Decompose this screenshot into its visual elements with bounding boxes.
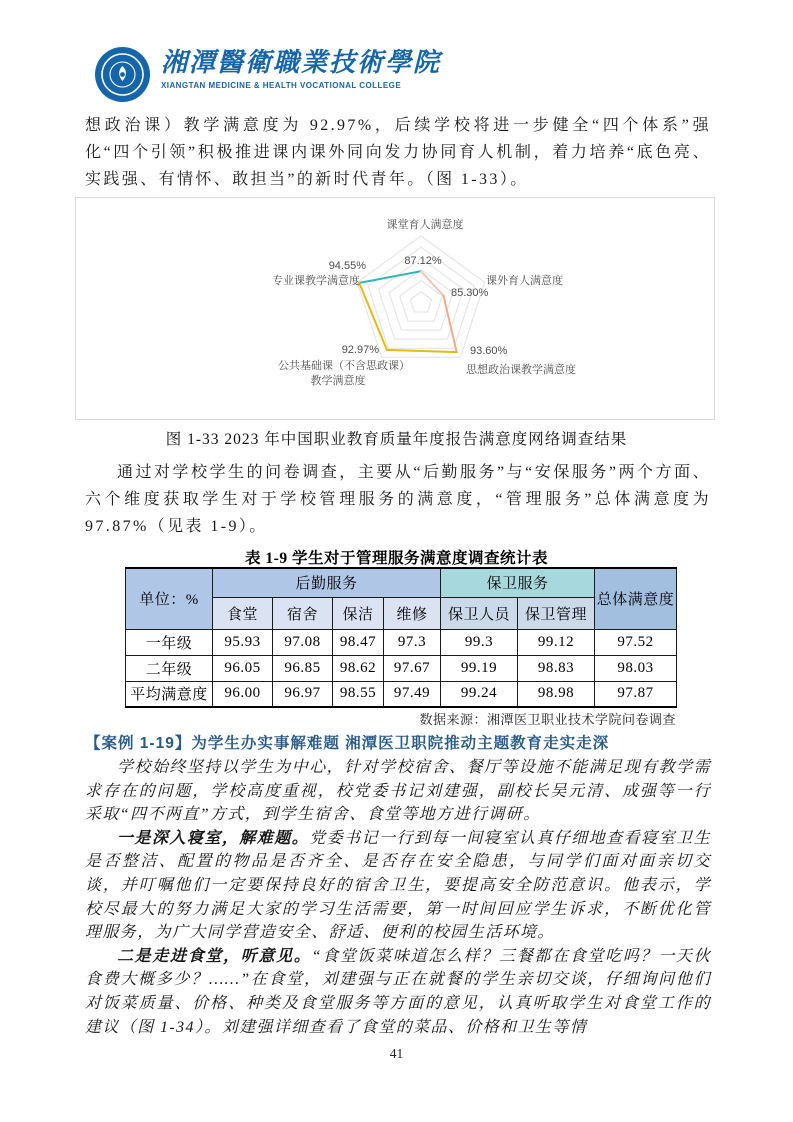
case-paragraph-1: 学校始终坚持以学生为中心，针对学校宿舍、餐厅等设施不能满足现有教学需求存在的问题，学校高度重视，校党委书记刘建强，副校长吴元清、成强等一行采取“四不两直”方式，到学生宿舍、食堂等地方进行调研。 [85,759,711,824]
figure-1-33-box [75,197,715,420]
table-subheader: 宿舍 [273,597,333,629]
table-total-header: 总体满意度 [595,568,677,629]
cell: 99.12 [518,629,595,655]
cell: 96.85 [273,655,333,681]
svg-text:85.30%: 85.30% [451,287,489,299]
svg-text:公共基础课（不含思政课）: 公共基础课（不含思政课） [278,360,410,372]
case-study-heading: 【案例 1-19】为学生办实事解难题 湘潭医卫职院推动主题教育走实走深 [85,735,610,752]
table-subheader: 保卫管理 [518,597,595,629]
table-group-security: 保卫服务 [441,568,595,597]
cell: 96.05 [213,655,273,681]
svg-text:教学满意度: 教学满意度 [310,375,366,387]
college-emblem-icon [94,46,151,103]
svg-text:93.60%: 93.60% [470,345,508,357]
svg-text:思想政治课教学满意度: 思想政治课教学满意度 [466,364,576,376]
svg-text:92.97%: 92.97% [341,344,379,356]
cell: 97.08 [273,629,333,655]
table-title: 表 1-9 学生对于管理服务满意度调查统计表 [245,550,548,567]
figure-caption: 图 1-33 2023 年中国职业教育质量年度报告满意度网络调查结果 [165,431,628,448]
cell: 99.19 [441,655,518,681]
case-paragraph-2-text: 党委书记一行到每一间寝室认真仔细地查看寝室卫生是否整洁、配置的物品是否齐全、是否存在安全隐患，与同学们面对面亲切交谈，并叮嘱他们一定要保持良好的宿舍卫生，要提高安全防范意识。他表示，学校尽最大的努力满足大家的学习生活需要，第一时间回应学生诉求，不断优化管理服务，为广大同学营造安全、舒适、便利的校园生活环境。 [85,829,711,942]
row-label: 二年级 [126,655,213,681]
college-name-zh: 湘潭醫衛職業技術學院 [161,48,442,77]
table-subheader: 食堂 [213,597,273,629]
row-label: 平均满意度 [126,681,213,707]
college-logo [94,46,441,103]
radar-chart [76,198,714,419]
cell: 97.52 [595,629,677,655]
table-subheader: 保卫人员 [441,597,518,629]
cell: 97.3 [384,629,441,655]
cell: 98.55 [333,681,384,707]
table-subheader: 保洁 [333,597,384,629]
satisfaction-table [125,567,677,708]
cell: 98.47 [333,629,384,655]
case-paragraph-3 [85,945,711,1039]
svg-text:专业课教学满意度: 专业课教学满意度 [272,275,360,287]
row-label: 一年级 [126,629,213,655]
case-study-body [85,756,711,1039]
cell: 97.67 [384,655,441,681]
svg-text:87.12%: 87.12% [404,255,442,267]
cell: 99.24 [441,681,518,707]
table-row [126,655,677,681]
svg-text:课外育人满意度: 课外育人满意度 [486,275,563,287]
page-number: 41 [389,1046,404,1061]
case-paragraph-3-lead: 二是走进食堂，听意见。 [117,947,312,965]
college-name-block [161,46,441,90]
cell: 97.87 [595,681,677,707]
cell: 98.03 [595,655,677,681]
cell: 98.83 [518,655,595,681]
svg-text:94.55%: 94.55% [328,260,366,272]
table-row [126,681,677,707]
cell: 98.98 [518,681,595,707]
table-subheader: 维修 [384,597,441,629]
paragraph-survey: 通过对学校学生的问卷调查，主要从“后勤服务”与“安保服务”两个方面、六个维度获取学生对于学校管理服务的满意度，“管理服务”总体满意度为 97.87%（见表 1-9）。 [85,464,711,535]
table-row [126,629,677,655]
cell: 96.00 [213,681,273,707]
cell: 98.62 [333,655,384,681]
case-paragraph-3-text: “食堂饭菜味道怎么样？三餐都在食堂吃吗？一天伙食费大概多少？……”在食堂，刘建强与正在就餐的学生亲切交谈，仔细询问他们对饭菜质量、价格、种类及食堂服务等方面的意见，认真听取学生对食堂工作的建议（图 1-34）。刘建强详细查看了食堂的菜品、价格和卫生等情 [85,947,711,1036]
paragraph-intro: 想政治课）教学满意度为 92.97%，后续学校将进一步健全“四个体系”强化“四个引领”积极推进课内课外同向发力协同育人机制，着力培养“底色亮、实践强、有情怀、敢担当”的新时代青年。（图 1-33）。 [85,117,711,188]
case-paragraph-2-lead: 一是深入寝室，解难题。 [117,829,310,847]
cell: 96.97 [273,681,333,707]
svg-text:课堂育人满意度: 课堂育人满意度 [386,219,464,231]
table-group-logistics: 后勤服务 [213,568,441,597]
cell: 97.49 [384,681,441,707]
table-unit-header: 单位：% [126,568,213,629]
cell: 95.93 [213,629,273,655]
table-data-source: 数据来源：湘潭医卫职业技术学院问卷调查 [419,712,676,727]
case-paragraph-2 [85,827,711,945]
cell: 99.3 [441,629,518,655]
college-name-en: XIANGTAN MEDICINE & HEALTH VOCATIONAL COLLEGE [161,81,402,90]
